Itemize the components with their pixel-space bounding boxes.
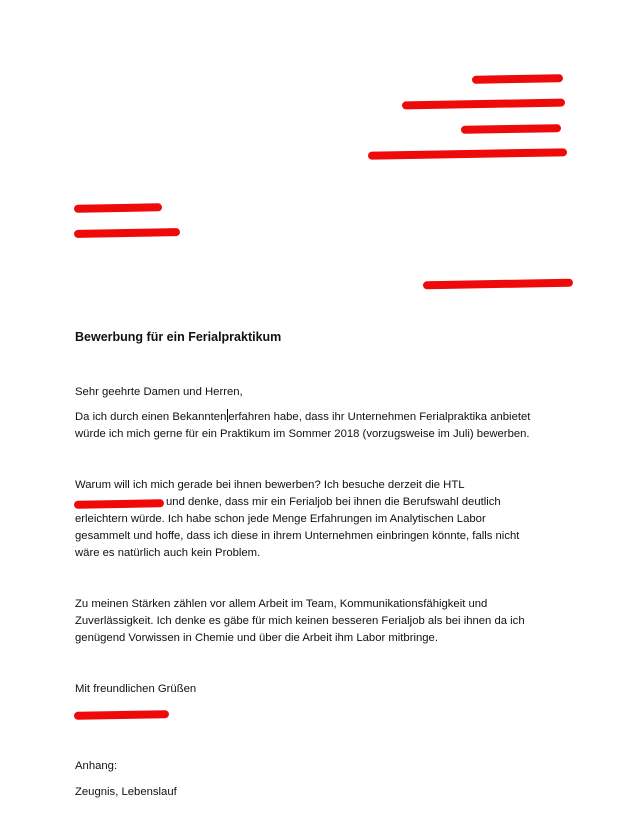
redacted-recipient-company (74, 203, 162, 213)
redacted-recipient-department (74, 228, 180, 238)
intro-line-1-end: erfahren habe, dass ihr Unternehmen Ferialpraktika anbietet (228, 411, 531, 423)
motivation-line-3: erleichtern würde. Ich habe schon jede Menge Erfahrungen im Analytischen Labor (75, 513, 486, 525)
redacted-sender-name (472, 74, 563, 84)
attachment-label: Anhang: (75, 760, 118, 772)
motivation-line-5: wäre es natürlich auch kein Problem. (75, 547, 261, 559)
redacted-school-name (74, 499, 164, 509)
redacted-sender-email (368, 148, 567, 159)
salutation: Sehr geehrte Damen und Herren, (75, 386, 243, 398)
intro-line-1-start: Da ich durch einen Bekannten (75, 411, 227, 423)
attachment-list: Zeugnis, Lebenslauf (75, 786, 177, 798)
redacted-sender-street (402, 99, 565, 110)
redacted-place-date (423, 279, 573, 290)
intro-line-1 (75, 409, 530, 426)
intro-line-2: würde ich mich gerne für ein Praktikum im Sommer 2018 (vorzugsweise im Juli) bewerben. (75, 428, 530, 440)
motivation-line-2: und denke, dass mir ein Ferialjob bei ihnen die Berufswahl deutlich (166, 496, 501, 508)
strengths-line-2: Zuverlässigkeit. Ich denke es gäbe für mich keinen besseren Ferialjob als bei ihnen da ich (75, 615, 525, 627)
motivation-line-4: gesammelt und hoffe, dass ich diese in ihrem Unternehmen einbringen könnte, falls nicht (75, 530, 520, 542)
strengths-line-3: genügend Vorwissen in Chemie und über die Arbeit ihm Labor mitbringe. (75, 632, 438, 644)
redacted-sender-phone (461, 124, 561, 134)
closing: Mit freundlichen Grüßen (75, 683, 197, 695)
letter-subject: Bewerbung für ein Ferialpraktikum (75, 330, 282, 344)
strengths-line-1: Zu meinen Stärken zählen vor allem Arbeit im Team, Kommunikationsfähigkeit und (75, 598, 488, 610)
motivation-line-1: Warum will ich mich gerade bei ihnen bewerben? Ich besuche derzeit die HTL (75, 479, 465, 491)
redacted-signature-name (74, 710, 169, 720)
